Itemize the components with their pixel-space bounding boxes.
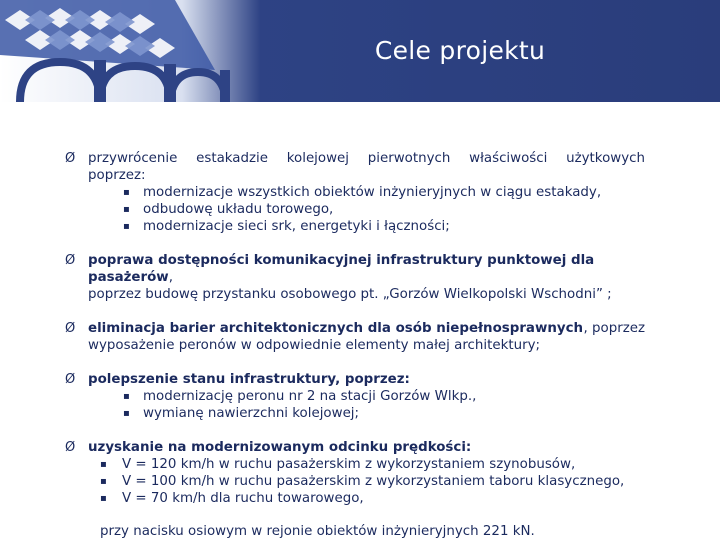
sub-list (88, 184, 645, 235)
sub-item-text: V = 120 km/h w ruchu pasażerskim z wykorzystaniem szynobusów, (122, 457, 576, 472)
item-main (88, 252, 645, 286)
sub-list (88, 388, 645, 422)
square-bullet-icon: ▪ (123, 391, 130, 402)
square-bullet-icon: ▪ (100, 476, 107, 487)
sub-list (88, 456, 645, 507)
item-main-bold: poprawa dostępności komunikacyjnej infrastruktury punktowej dla pasażerów (88, 253, 595, 285)
page-title: Cele projektu (374, 36, 546, 65)
item-main-bold: eliminacja barier architektonicznych dla osób niepełnosprawnych (88, 321, 584, 336)
sub-item-text: modernizacje wszystkich obiektów inżynieryjnych w ciągu estakady, (143, 185, 602, 200)
list-item (65, 371, 645, 422)
sub-item (88, 218, 645, 235)
sub-item (88, 473, 645, 490)
final-note: przy nacisku osiowym w rejonie obiektów inżynieryjnych 221 kN. (100, 524, 535, 539)
arrow-bullet-icon: Ø (65, 440, 76, 455)
sub-item-text: V = 70 km/h dla ruchu towarowego, (122, 491, 364, 506)
sub-item (88, 201, 645, 218)
arrow-bullet-icon: Ø (65, 372, 76, 387)
square-bullet-icon: ▪ (123, 408, 130, 419)
square-bullet-icon: ▪ (123, 221, 130, 232)
sub-item (88, 490, 645, 507)
sub-item-text: modernizację peronu nr 2 na stacji Gorzów Wlkp., (143, 389, 477, 404)
arrow-bullet-icon: Ø (65, 321, 76, 336)
sub-item-text: wymianę nawierzchni kolejowej; (143, 406, 360, 421)
sub-item (88, 184, 645, 201)
sub-item (88, 388, 645, 405)
list-item (65, 150, 645, 235)
sub-item (88, 456, 645, 473)
sub-item-text: odbudowę układu torowego, (143, 202, 334, 217)
item-cont: poprzez: (88, 168, 146, 183)
arrow-bullet-icon: Ø (65, 253, 76, 268)
arrow-bullet-icon: Ø (65, 151, 76, 166)
square-bullet-icon: ▪ (100, 493, 107, 504)
item-cont: wyposażenie peronów w odpowiednie elementy małej architektury; (88, 338, 541, 353)
content (65, 150, 645, 557)
sub-item-text: V = 100 km/h w ruchu pasażerskim z wykorzystaniem taboru klasycznego, (122, 474, 625, 489)
bridge-logo-icon (0, 0, 260, 102)
list-item (65, 439, 645, 540)
sub-item-text: modernizacje sieci srk, energetyki i łączności; (143, 219, 450, 234)
list-item (65, 252, 645, 303)
list-item (65, 320, 645, 354)
item-main-bold: polepszenie stanu infrastruktury, poprzez: (88, 372, 410, 387)
square-bullet-icon: ▪ (123, 187, 130, 198)
item-main-rest: , poprzez (583, 321, 645, 336)
item-main-rest: , (168, 270, 173, 285)
item-main-bold: uzyskanie na modernizowanym odcinku prędkości: (88, 440, 472, 455)
square-bullet-icon: ▪ (123, 204, 130, 215)
item-main: przywrócenie estakadzie kolejowej pierwotnych właściwości użytkowych (88, 151, 645, 166)
square-bullet-icon: ▪ (100, 459, 107, 470)
item-main (88, 320, 645, 337)
header (0, 0, 720, 102)
item-cont: poprzez budowę przystanku osobowego pt. „Gorzów Wielkopolski Wschodni” ; (88, 287, 612, 302)
sub-item (88, 405, 645, 422)
